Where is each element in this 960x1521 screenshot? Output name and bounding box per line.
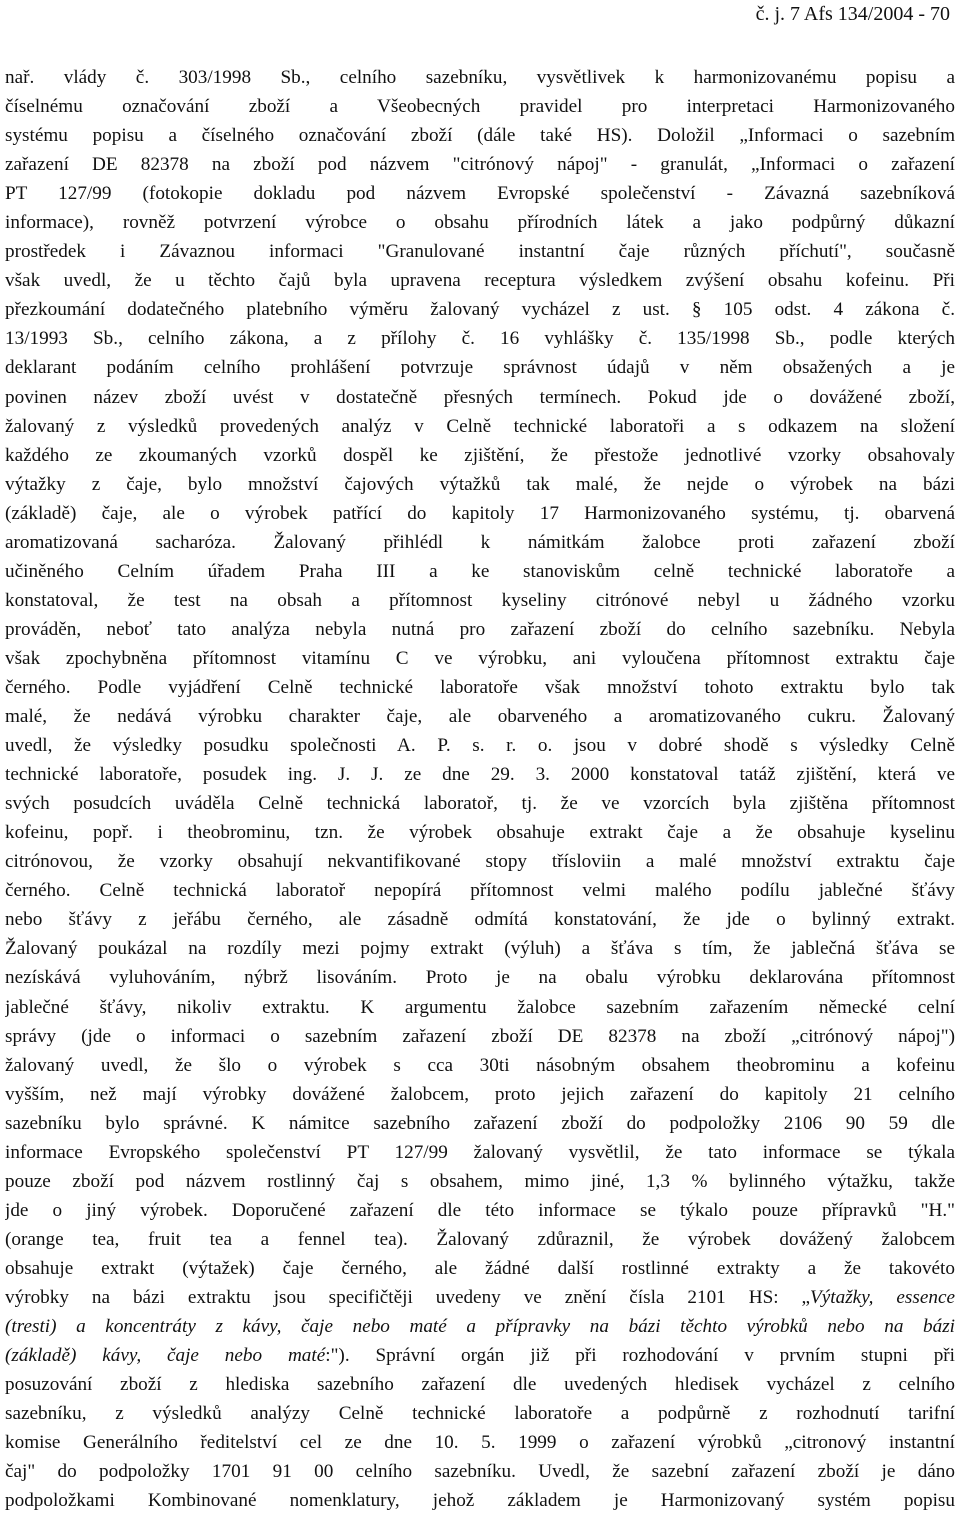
- text-line: prostředek i Závaznou informaci "Granulované instantní čaje různých příchutí", současně: [5, 241, 955, 263]
- text-line: černého. Podle vyjádření Celně technické laboratoře však množství tohoto extraktu bylo tak: [5, 676, 955, 698]
- text-line: zařazení DE 82378 na zboží pod názvem "citrónový nápoj" - granulát, „Informaci o zařazení: [5, 154, 955, 176]
- text-segment: výrobky na bázi extraktu jsou specifičtěji uvedeny ve znění čísla 2101 HS: „: [5, 1286, 811, 1308]
- text-line: podpoložkami Kombinované nomenklatury, jehož základem je Harmonizovaný systém popisu: [5, 1490, 955, 1512]
- text-line: přezkoumání dodatečného platebního výměru žalovaný vycházel z ust. § 105 odst. 4 zákona č.: [5, 299, 955, 321]
- text-line: komise Generálního ředitelství cel ze dne 10. 5. 1999 o zařazení výrobků „citronový instantní: [5, 1432, 955, 1454]
- text-line: jablečné šťávy, nikoliv extraktu. K argumentu žalobce sazebním zařazením německé celní: [5, 996, 955, 1018]
- text-line: vyšším, než mají výrobky dovážené žalobcem, proto jejich zařazení do kapitoly 21 celního: [5, 1083, 955, 1105]
- text-line: (orange tea, fruit tea a fennel tea). Žalovaný zdůraznil, že výrobek dovážený žalobcem: [5, 1228, 955, 1250]
- text-line: učiněného Celním úřadem Praha III a ke stanoviskům celně technické laboratoře a: [5, 560, 955, 582]
- text-line: kofeinu, popř. i theobrominu, tzn. že výrobek obsahuje extrakt čaje a že obsahuje kyselinu: [5, 822, 955, 844]
- case-reference: č. j. 7 Afs 134/2004 - 70: [755, 3, 950, 25]
- text-line: nebo šťávy z jeřábu černého, ale zásadně odmítá konstatování, že jde o bylinný extrakt.: [5, 909, 955, 931]
- text-line: systému popisu a číselného označování zboží (dále také HS). Doložil „Informaci o sazebním: [5, 125, 955, 147]
- text-line: technické laboratoře, posudek ing. J. J. ze dne 29. 3. 2000 konstatoval tatáž zjištění, která ve: [5, 764, 955, 786]
- text-line: PT 127/99 (fotokopie dokladu pod názvem Evropské společenství - Závazná sazebníková: [5, 183, 955, 205]
- text-line: (základě) čaje, ale o výrobek patřící do kapitoly 17 Harmonizovaného systému, tj. obarvená: [5, 502, 955, 524]
- text-line: pouze zboží pod názvem rostlinný čaj s obsahem, mimo jiné, 1,3 % bylinného výtažku, takže: [5, 1170, 955, 1192]
- text-line: [5, 1312, 955, 1341]
- text-line: nezískává vyluhováním, nýbrž lisováním. Proto je na obalu výrobku deklarována přítomnost: [5, 967, 955, 989]
- document-body: [5, 63, 955, 1515]
- text-line: však zpochybněna přítomnost vitamínu C ve výrobku, ani vyloučena přítomnost extraktu čaje: [5, 647, 955, 669]
- text-line: žalovaný z výsledků provedených analýz v Celně technické laboratoři a s odkazem na složení: [5, 415, 955, 437]
- text-line: Žalovaný poukázal na rozdíly mezi pojmy extrakt (výluh) a šťáva s tím, že jablečná šťáva se: [5, 938, 955, 960]
- text-line: svých posudcích uváděla Celně technická laboratoř, tj. že ve vzorcích byla zjištěna přítomnost: [5, 793, 955, 815]
- italic-quote: (základě) kávy, čaje nebo maté: [5, 1345, 326, 1367]
- italic-quote: (tresti) a koncentráty z kávy, čaje nebo maté a přípravky na bázi těchto výrobků nebo na bázi: [5, 1316, 955, 1338]
- text-line: konstatoval, že test na obsah a přítomnost kyseliny citrónové nebyl u žádného vzorku: [5, 589, 955, 611]
- text-line: informace), rovněž potvrzení výrobce o obsahu přírodních látek a jako podpůrný důkazní: [5, 212, 955, 234]
- text-line: prováděn, neboť tato analýza nebyla nutná pro zařazení zboží do celního sazebníku. Nebyla: [5, 618, 955, 640]
- text-line: sazebníku, z výsledků analýzy Celně technické laboratoře a podpůrně z rozhodnutí tarifní: [5, 1403, 955, 1425]
- text-line: černého. Celně technická laboratoř nepopírá přítomnost velmi malého podílu jablečné šťávy: [5, 880, 955, 902]
- text-line: malé, že nedává výrobku charakter čaje, ale obarveného a aromatizovaného cukru. Žalovaný: [5, 706, 955, 728]
- text-line: čaj" do podpoložky 1701 91 00 celního sazebníku. Uvedl, že sazební zařazení zboží je dáno: [5, 1461, 955, 1483]
- text-line: nař. vlády č. 303/1998 Sb., celního sazebníku, vysvětlivek k harmonizovanému popisu a: [5, 67, 955, 88]
- text-line: žalovaný uvedl, že šlo o výrobek s cca 30ti násobným obsahem theobrominu a kofeinu: [5, 1054, 955, 1076]
- text-line: [5, 1283, 955, 1312]
- text-line: číselnému označování zboží a Všeobecných pravidel pro interpretaci Harmonizovaného: [5, 96, 955, 118]
- text-line: obsahuje extrakt (výtažek) čaje černého, ale žádné další rostlinné extrakty a že takovéto: [5, 1257, 955, 1279]
- text-line: citrónovou, že vzorky obsahují nekvantifikované stopy třísloviin a malé množství extraktu čaje: [5, 851, 955, 873]
- italic-quote: Výtažky, essence: [810, 1286, 955, 1308]
- text-line: povinen název zboží uvést v dostatečně přesných termínech. Pokud jde o dovážené zboží,: [5, 386, 955, 408]
- text-line: posuzování zboží z hlediska sazebního zařazení dle uvedených hledisek vycházel z celního: [5, 1374, 955, 1396]
- text-line: informace Evropského společenství PT 127/99 žalovaný vysvětlil, že tato informace se týkala: [5, 1141, 955, 1163]
- text-line: však uvedl, že u těchto čajů byla upravena receptura výsledkem zvýšení obsahu kofeinu. Při: [5, 270, 955, 292]
- text-line: uvedl, že výsledky posudku společnosti A. P. s. r. o. jsou v dobré shodě s výsledky Celně: [5, 735, 955, 757]
- text-line: 13/1993 Sb., celního zákona, a z přílohy č. 16 vyhlášky č. 135/1998 Sb., podle kterých: [5, 328, 955, 350]
- text-line: aromatizovaná sacharóza. Žalovaný přihlédl k námitkám žalobce proti zařazení zboží: [5, 531, 955, 553]
- text-line: sazebníku bylo správné. K námitce sazebního zařazení zboží do podpoložky 2106 90 59 dle: [5, 1112, 955, 1134]
- text-line: [5, 1341, 955, 1370]
- text-line: správy (jde o informaci o sazebním zařazení zboží DE 82378 na zboží „citrónový nápoj"): [5, 1025, 955, 1047]
- text-line: jde o jiný výrobek. Doporučené zařazení dle této informace se týkalo pouze přípravků "H.": [5, 1199, 955, 1221]
- text-line: každého ze zkoumaných vzorků dospěl ke zjištění, že přestože jednotlivé vzorky obsahovaly: [5, 444, 955, 466]
- text-line: deklarant podáním celního prohlášení potvrzuje správnost údajů v něm obsažených a je: [5, 357, 955, 379]
- text-line: výtažky z čaje, bylo množství čajových výtažků tak malé, že nejde o výrobek na bázi: [5, 473, 955, 495]
- text-segment: :"). Správní orgán již při rozhodování v prvním stupni při: [325, 1345, 955, 1367]
